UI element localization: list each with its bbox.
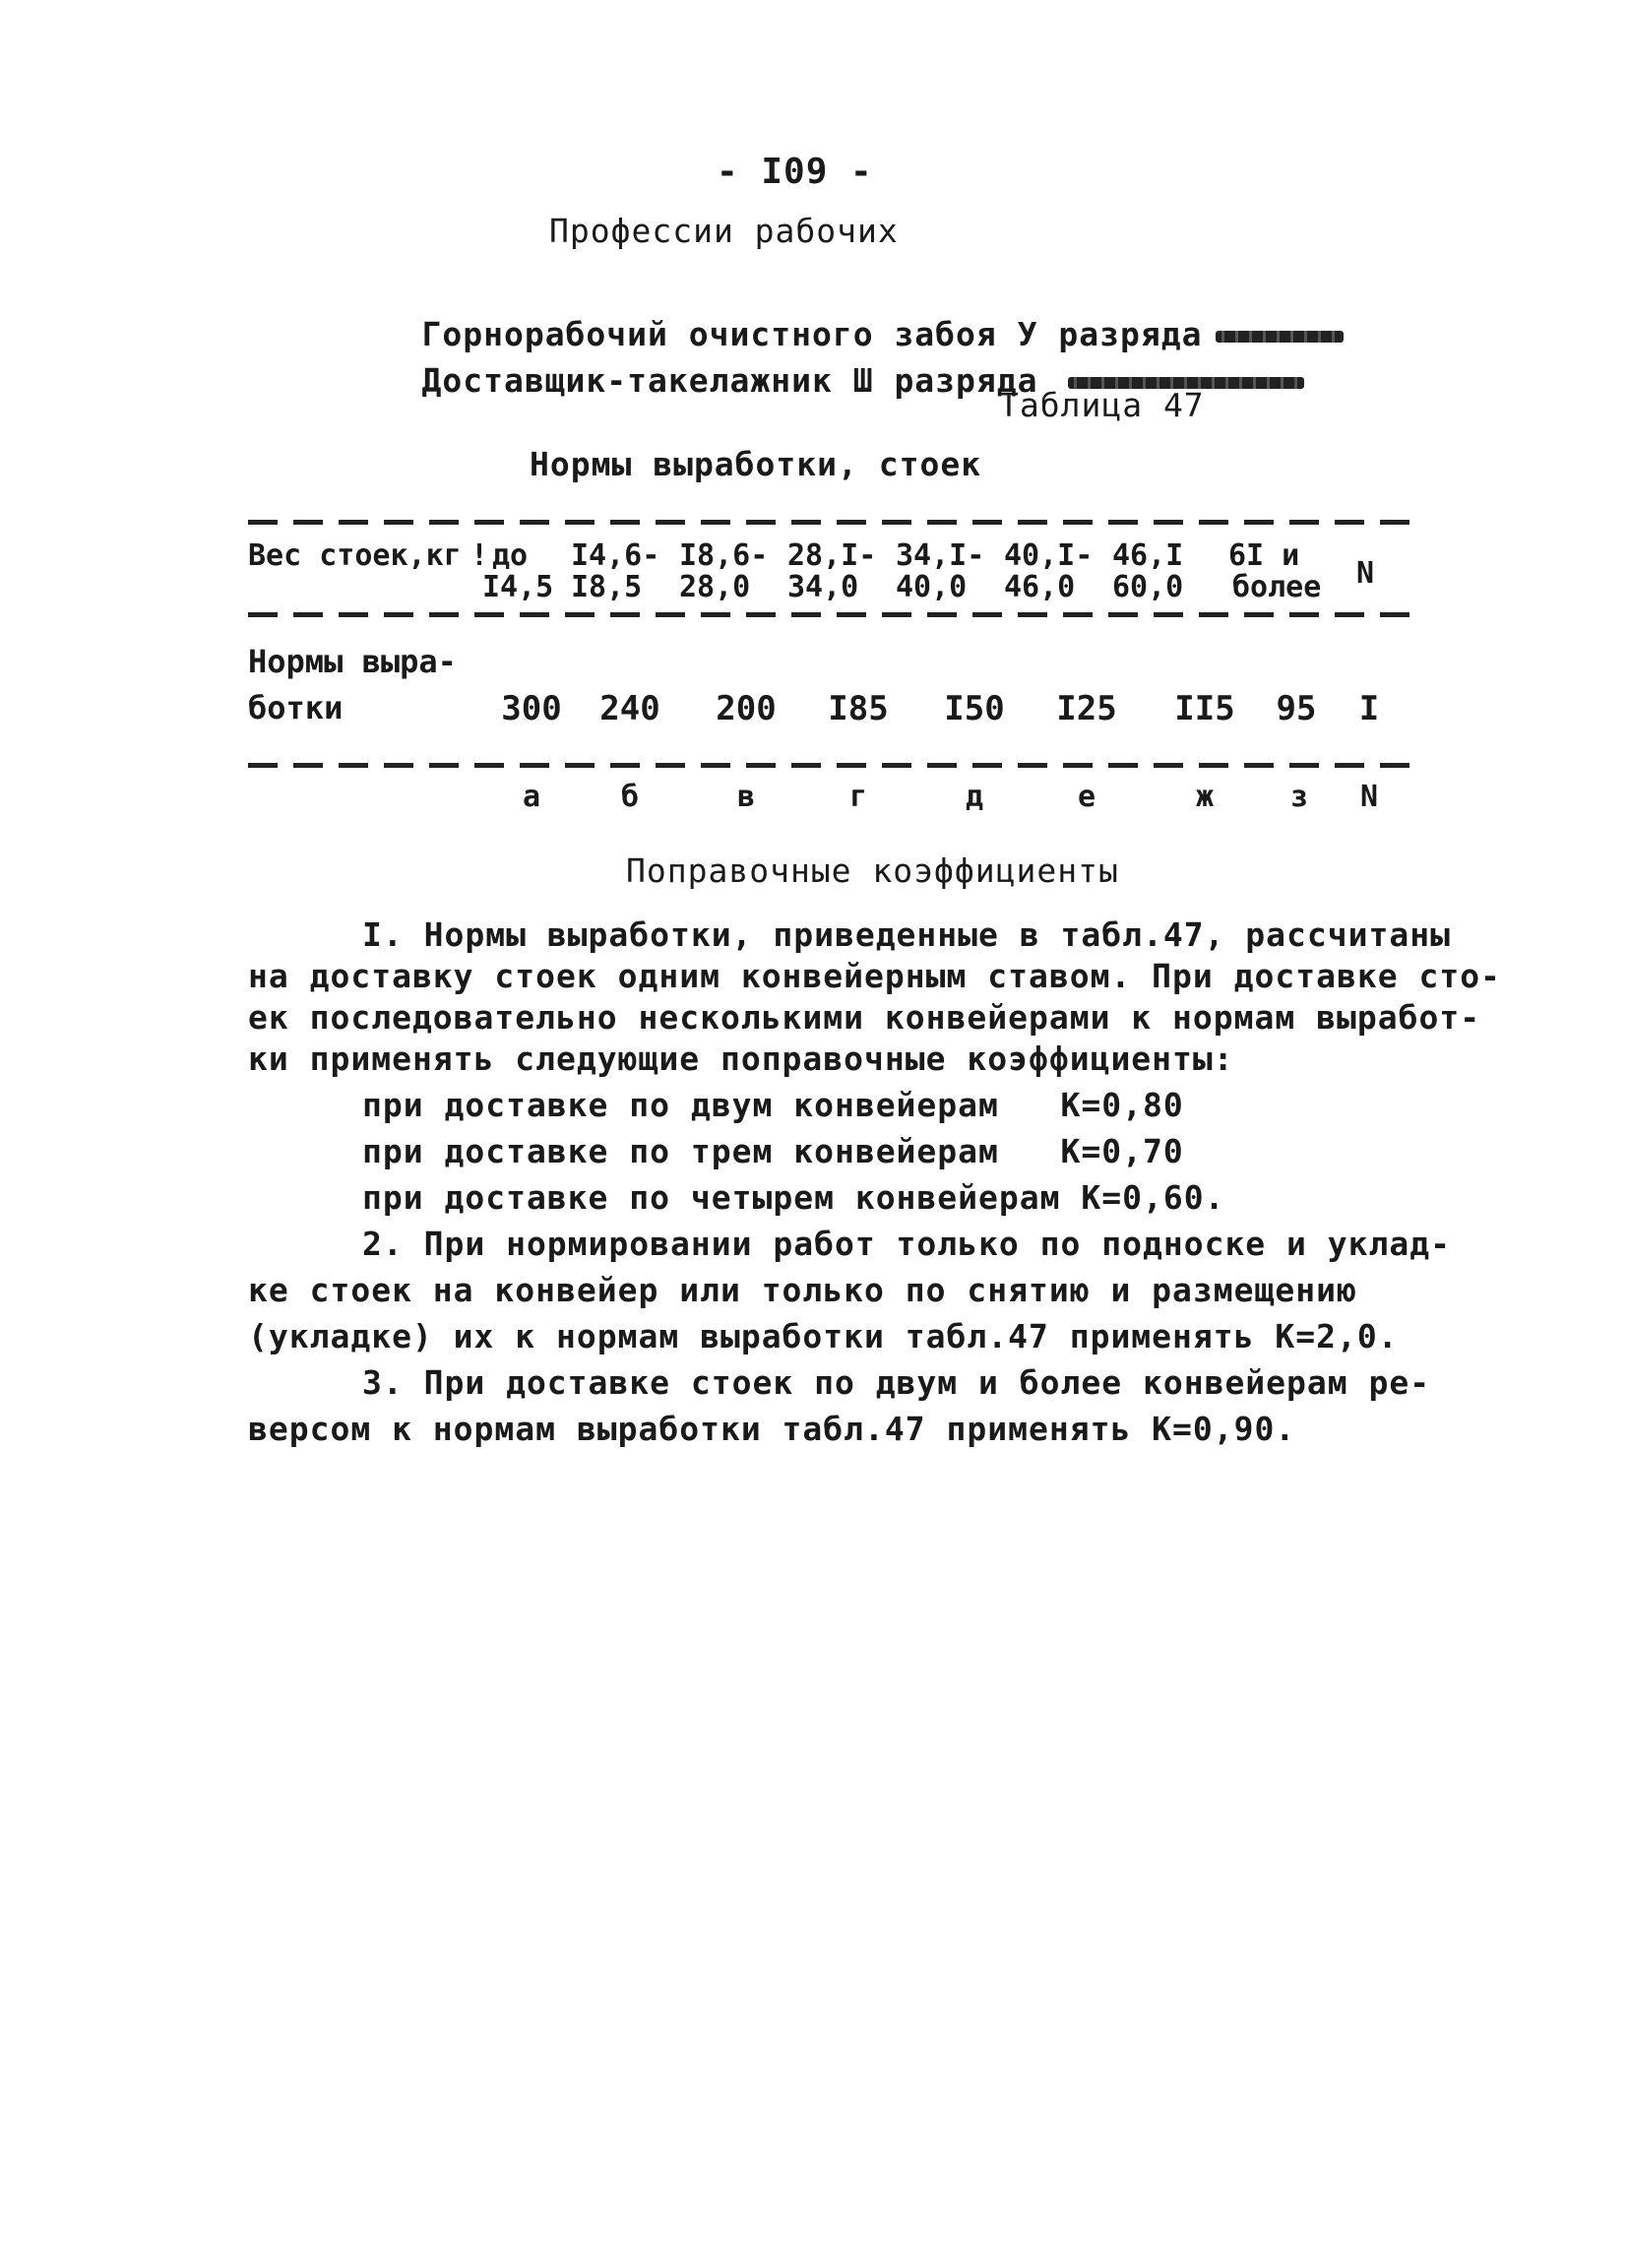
norm-value-a: 300 [501,689,562,728]
column-letter-a: а [522,780,541,814]
coefficient-two-conveyors: при доставке по двум конвейерам К=0,80 [362,1086,1184,1124]
page-number: - I09 - [717,152,873,192]
table-rule-bottom [248,763,1409,768]
header-row-marker: N [1356,556,1375,591]
norm-value-zh: II5 [1174,689,1235,728]
profession-1-text: Горнорабочий очистного забоя У разряда [421,315,1203,353]
norm-value-b: 240 [599,689,660,728]
norms-label-line-2: ботки [248,689,344,726]
coefficient-four-conveyors: при доставке по четырем конвейерам К=0,60. [362,1178,1225,1217]
norm-value-d: I50 [944,689,1005,728]
norms-label-line-1: Нормы выра- [248,643,457,680]
range-bottom-7: 60,0 [1112,570,1184,604]
table-title: Нормы выработки, стоек [530,445,982,483]
column-letter-v: в [736,780,756,814]
column-letter-e: е [1077,780,1096,814]
range-bottom-2: I8,5 [571,570,643,604]
range-bottom-6: 46,0 [1004,570,1076,604]
text-line-3: ек последовательно несколькими конвейерами к нормам выработ- [248,998,1481,1037]
range-top-3: I8,6- [679,538,769,573]
range-top-8: 6I и [1228,538,1300,573]
text-line-10: (укладке) их к нормам выработки табл.47 применять К=2,0. [248,1317,1399,1355]
range-top-6: 40,I- [1004,538,1094,573]
norm-value-e: I25 [1056,689,1117,728]
range-bottom-5: 40,0 [896,570,968,604]
column-letter-z: з [1289,780,1309,814]
coefficient-three-conveyors: при доставке по трем конвейерам К=0,70 [362,1132,1184,1170]
table-rule-header [248,612,1409,617]
text-line-1: I. Нормы выработки, приведенные в табл.47, рассчитаны [362,915,1451,954]
column-letter-b: б [620,780,640,814]
document-heading: Профессии рабочих [549,212,899,250]
table-label: Таблица 47 [999,386,1205,424]
text-line-9: ке стоек на конвейер или только по снятию и размещению [248,1271,1357,1309]
letters-row-marker: N [1359,780,1379,814]
column-letter-d: д [965,780,984,814]
text-line-12: версом к нормам выработки табл.47 применять К=0,90. [248,1410,1296,1448]
column-letter-g: г [848,780,868,814]
range-bottom-4: 34,0 [787,570,859,604]
table-rule-top [248,520,1409,525]
text-line-11: 3. При доставке стоек по двум и более конвейерам ре- [362,1363,1431,1402]
header-separator: ! [470,538,489,573]
row-header-label: Вес стоек,кг [248,538,462,573]
profession-2-text: Доставщик-такелажник Ш разряда [421,361,1038,400]
range-top-5: 34,I- [896,538,985,573]
range-top-4: 28,I- [787,538,877,573]
range-top-7: 46,I [1112,538,1184,573]
range-bottom-1: I4,5 [482,570,554,604]
range-top-2: I4,6- [571,538,660,573]
text-line-8: 2. При нормировании работ только по подноске и уклад- [362,1225,1451,1263]
column-letter-zh: ж [1195,780,1215,814]
norm-value-v: 200 [716,689,777,728]
text-line-2: на доставку стоек одним конвейерным ставом. При доставке сто- [248,957,1501,995]
norm-value-g: I85 [828,689,889,728]
range-bottom-8: более [1232,570,1322,604]
norm-value-z: 95 [1276,689,1317,728]
norm-row-number: I [1358,689,1380,728]
text-line-4: ки применять следующие поправочные коэффициенты: [248,1040,1234,1078]
coefficients-title: Поправочные коэффициенты [626,851,1119,890]
range-top-1: до [492,538,529,573]
range-bottom-3: 28,0 [679,570,751,604]
